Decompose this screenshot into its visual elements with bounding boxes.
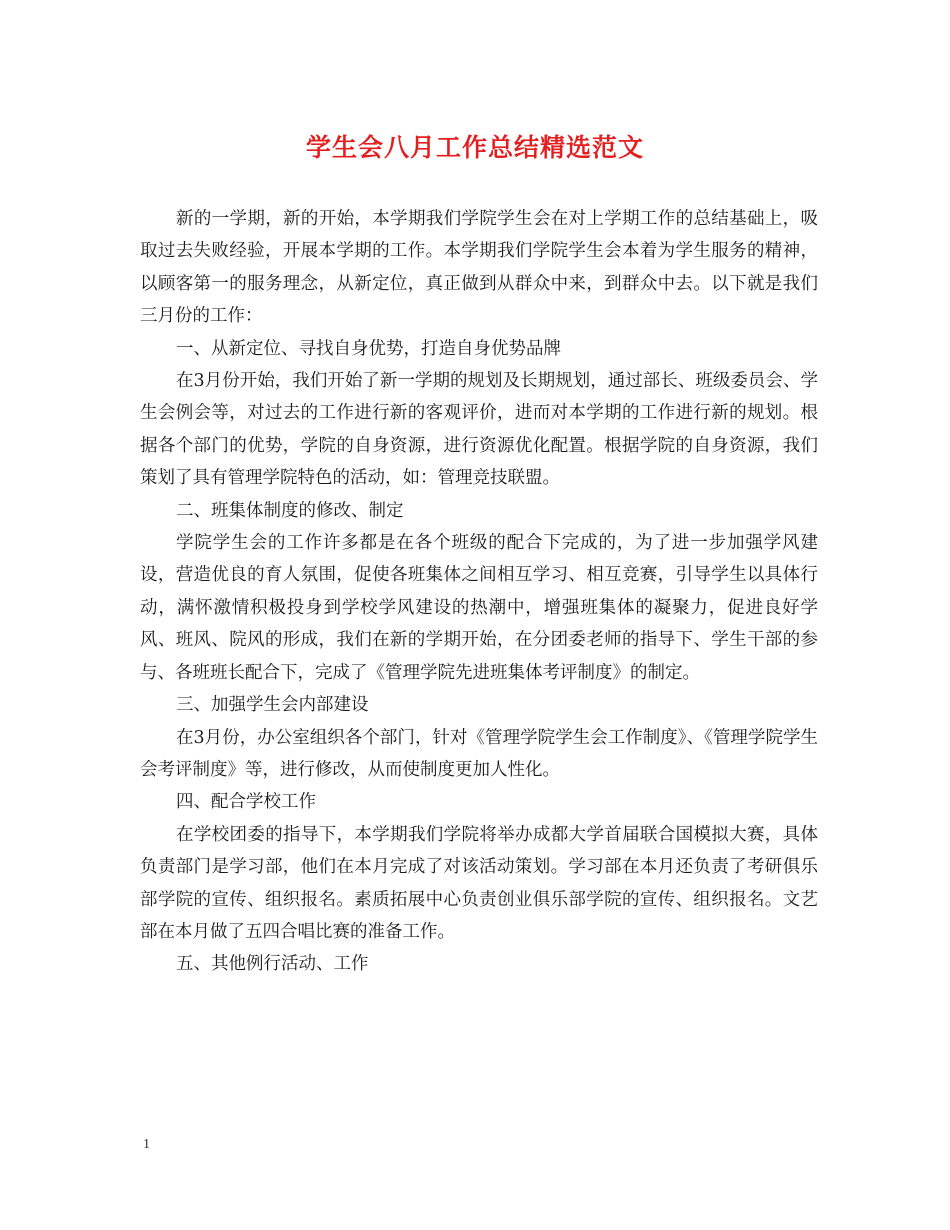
paragraph-section-2: 学院学生会的工作许多都是在各个班级的配合下完成的，为了进一步加强学风建设，营造优良的育人氛围，促使各班集体之间相互学习、相互竞赛，引导学生以具体行动，满怀激情积极投身到学校学风建设的热潮中，增强班集体的凝聚力，促进良好学风、班风、院风的形成，我们在新的学期开始，在分团委老师的指导下、学生干部的参与、各班班长配合下，完成了《管理学院先进班集体考评制度》的制定。: [140, 533, 818, 683]
section-heading-3: 三、加强学生会内部建设: [176, 695, 369, 716]
paragraph-section-4: 在学校团委的指导下，本学期我们学院将举办成都大学首届联合国模拟大赛，具体负责部门是学习部，他们在本月完成了对该活动策划。学习部在本月还负责了考研俱乐部学院的宣传、组织报名。素质拓展中心负责创业俱乐部学院的宣传、组织报名。文艺部在本月做了五四合唱比赛的准备工作。: [140, 824, 818, 942]
paragraph-section-3: 在3月份，办公室组织各个部门，针对《管理学院学生会工作制度》、《管理学院学生会考评制度》等，进行修改，从而使制度更加人性化。: [140, 727, 818, 780]
paragraph-intro: 新的一学期，新的开始，本学期我们学院学生会在对上学期工作的总结基础上，吸取过去失败经验，开展本学期的工作。本学期我们学院学生会本着为学生服务的精神，以顾客第一的服务理念，从新定位，真正做到从群众中来，到群众中去。以下就是我们三月份的工作：: [140, 209, 818, 327]
section-heading-5: 五、其他例行活动、工作: [176, 954, 369, 975]
document-body: [140, 203, 818, 981]
section-heading-2: 二、班集体制度的修改、制定: [176, 500, 404, 521]
section-heading-4: 四、配合学校工作: [176, 792, 316, 813]
document-title: 学生会八月工作总结精选范文: [305, 133, 644, 162]
section-heading-1: 一、从新定位、寻找自身优势，打造自身优势品牌: [176, 338, 561, 359]
paragraph-section-1: 在3月份开始，我们开始了新一学期的规划及长期规划，通过部长、班级委员会、学生会例会等，对过去的工作进行新的客观评价，进而对本学期的工作进行新的规划。根据各个部门的优势，学院的自身资源，进行资源优化配置。根据学院的自身资源，我们策划了具有管理学院特色的活动，如：管理竞技联盟。: [140, 371, 818, 489]
page-number: 1: [143, 1137, 150, 1152]
